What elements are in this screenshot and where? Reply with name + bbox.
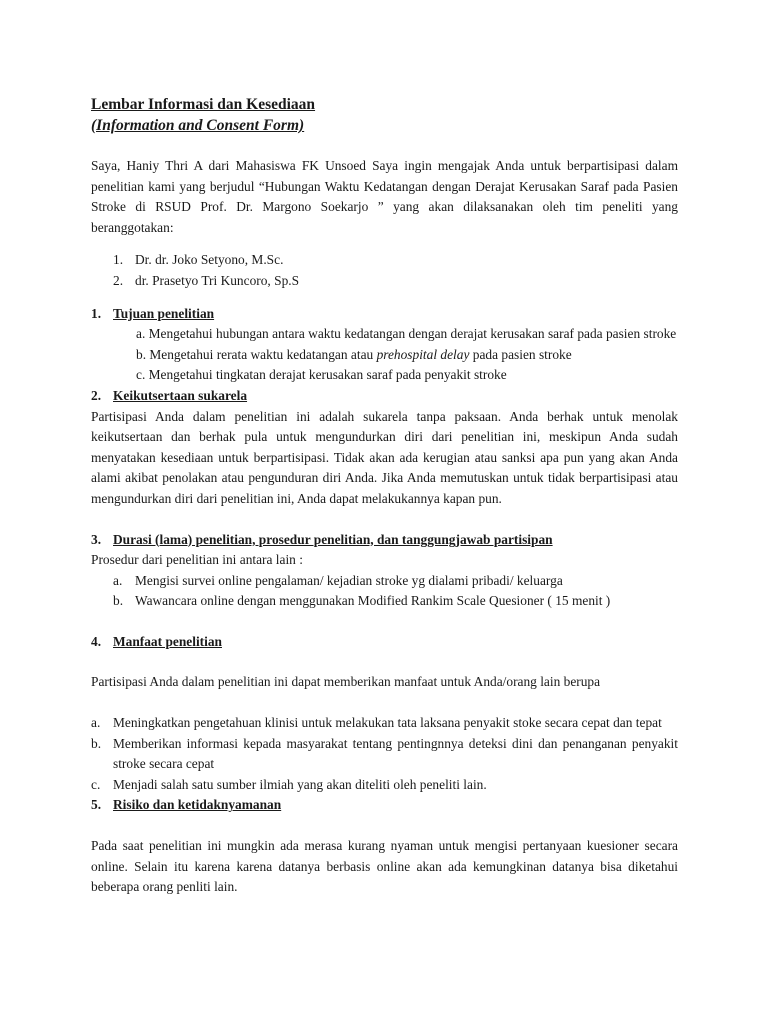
list-item: c. Mengetahui tingkatan derajat kerusakan saraf pada penyakit stroke	[136, 367, 507, 383]
document-title: Lembar Informasi dan Kesediaan	[91, 96, 316, 113]
list-item	[91, 734, 678, 775]
list-letter: a.	[113, 572, 123, 588]
list-item	[113, 571, 678, 592]
section-heading-durasi	[91, 530, 678, 551]
list-item	[91, 271, 678, 292]
list-letter: a.	[91, 715, 101, 731]
section-lead-text: Prosedur dari penelitian ini antara lain :	[91, 552, 303, 568]
section-heading-tujuan	[91, 304, 678, 325]
list-item-text: Menjadi salah satu sumber ilmiah yang akan diteliti oleh peneliti lain.	[113, 776, 487, 792]
document-subtitle: (Information and Consent Form)	[91, 117, 305, 134]
objectives-list	[91, 324, 678, 386]
list-letter: c.	[91, 776, 101, 792]
section-heading-keikutsertaan	[91, 386, 678, 407]
list-item	[91, 250, 678, 271]
list-number: 1.	[113, 252, 124, 268]
section-number: 3.	[91, 531, 102, 547]
section-number: 2.	[91, 387, 102, 403]
list-item-text: Wawancara online dengan menggunakan Modified Rankim Scale Quesioner ( 15 menit )	[135, 593, 611, 609]
member-name: dr. Prasetyo Tri Kuncoro, Sp.S	[135, 272, 300, 288]
section-label: Durasi (lama) penelitian, prosedur penelitian, dan tanggungjawab partisipan	[113, 531, 553, 547]
section-label: Tujuan penelitian	[113, 305, 215, 321]
section-heading-manfaat	[91, 632, 678, 653]
member-name: Dr. dr. Joko Setyono, M.Sc.	[135, 252, 284, 268]
intro-paragraph: Saya, Haniy Thri A dari Mahasiswa FK Unsoed Saya ingin mengajak Anda untuk berpartisipasi dalam penelitian kami yang berjudul “Hubungan Waktu Kedatangan dengan Derajat Kerusakan Saraf pada Pasien Stroke di RSUD Prof. Dr. Margono Soekarjo ” yang akan dilaksanakan oleh tim peneliti yang beranggotakan:	[91, 158, 678, 235]
section-paragraph: Partisipasi Anda dalam penelitian ini adalah sukarela tanpa paksaan. Anda berhak untuk menolak keikutsertaan dan berhak pula untuk mengundurkan diri dari penelitian ini, meskipun Anda sudah menyatakan kesediaan untuk berpartisipasi. Tidak akan ada kerugian atau sanksi apa pun yang akan Anda alami akibat penolakan atau pengunduran diri Anda. Jika Anda memutuskan untuk tidak berpartisipasi atau mengundurkan diri dari penelitian ini, Anda dapat melakukannya kapan pun.	[91, 408, 678, 506]
list-letter: b.	[91, 735, 102, 751]
team-member-list	[91, 250, 678, 291]
section-number: 4.	[91, 633, 102, 649]
document-content	[91, 94, 678, 898]
section-label: Keikutsertaan sukarela	[113, 387, 248, 403]
section-number: 5.	[91, 797, 102, 813]
section-lead-text: Partisipasi Anda dalam penelitian ini dapat memberikan manfaat untuk Anda/orang lain berupa	[91, 674, 601, 690]
benefits-list	[91, 713, 678, 795]
list-item-text: Mengisi survei online pengalaman/ kejadian stroke yg dialami pribadi/ keluarga	[135, 572, 563, 588]
list-item-text: Meningkatkan pengetahuan klinisi untuk melakukan tata laksana penyakit stoke secara cepat dan tepat	[113, 715, 662, 731]
section-label: Manfaat penelitian	[113, 633, 222, 649]
italic-term: prehospital delay	[376, 346, 470, 362]
list-item-text: pada pasien stroke	[469, 346, 572, 362]
list-letter: b.	[113, 593, 124, 609]
section-heading-risiko	[91, 795, 678, 816]
list-item	[113, 591, 678, 612]
list-item	[91, 713, 678, 734]
section-paragraph: Pada saat penelitian ini mungkin ada merasa kurang nyaman untuk mengisi pertanyaan kuesioner secara online. Selain itu karena karena datanya berbasis online akan ada kemungkinan datanya bisa diketahui beberapa orang penliti lain.	[91, 838, 678, 895]
list-item	[136, 345, 678, 366]
section-label: Risiko dan ketidaknyamanan	[113, 797, 282, 813]
list-item-text: Memberikan informasi kepada masyarakat tentang pentingnnya deteksi dini dan penanganan penyakit stroke secara cepat	[113, 735, 678, 772]
list-item: a. Mengetahui hubungan antara waktu kedatangan dengan derajat kerusakan saraf pada pasien stroke	[136, 326, 677, 342]
list-item	[91, 775, 678, 796]
list-number: 2.	[113, 272, 124, 288]
procedure-list	[91, 571, 678, 612]
list-item-text: b. Mengetahui rerata waktu kedatangan atau	[136, 346, 377, 362]
section-number: 1.	[91, 305, 102, 321]
